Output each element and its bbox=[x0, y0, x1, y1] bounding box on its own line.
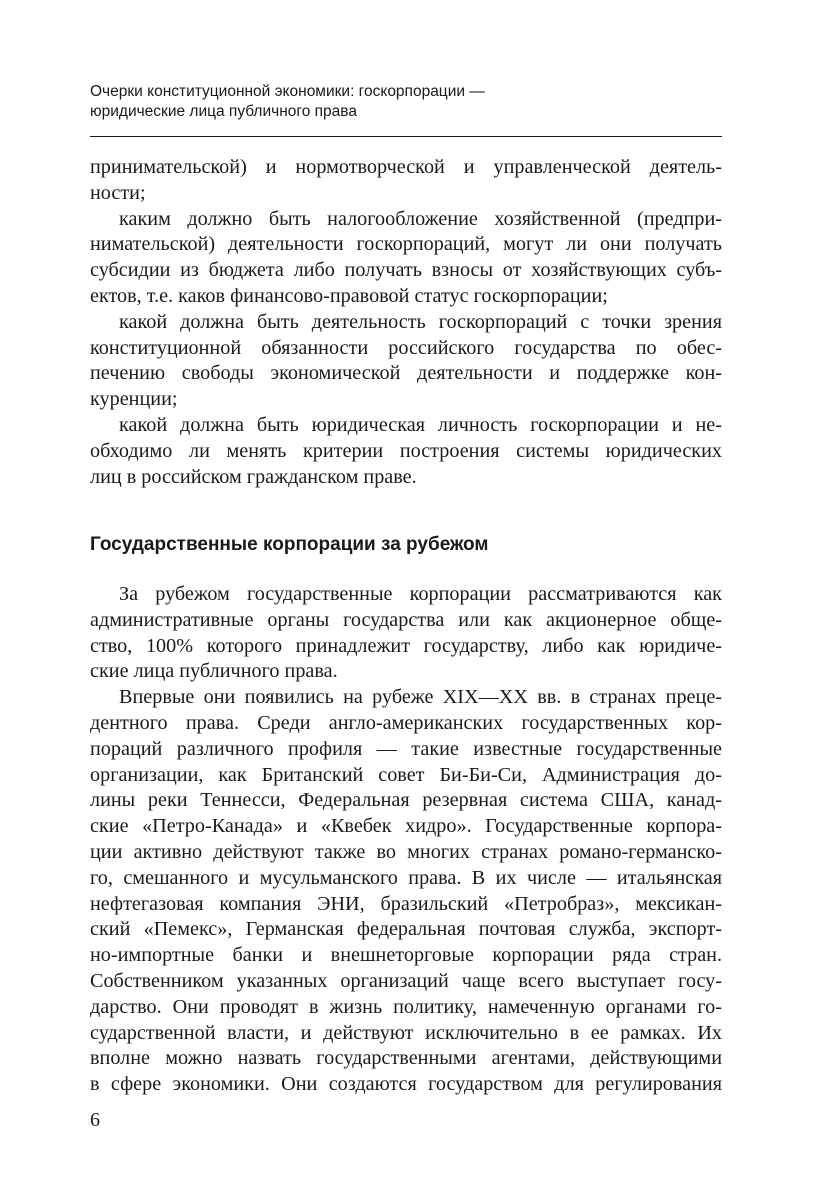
text-line: нефтегазовая компания ЭНИ, бразильский «Петробраз», мексикан- bbox=[90, 892, 722, 915]
running-header bbox=[90, 82, 722, 122]
section-heading: Государственные корпорации за рубежом bbox=[90, 534, 489, 555]
text-line: субсидии из бюджета либо получать взносы от хозяйствующих субъ- bbox=[90, 259, 722, 282]
text-line: лины реки Теннесси, Федеральная резервная система США, канад- bbox=[90, 789, 722, 812]
text-line: вполне можно назвать государственными агентами, действующими bbox=[90, 1047, 722, 1070]
text-line: нимательской) деятельности госкорпораций, могут ли они получать bbox=[90, 233, 722, 256]
text-line: но-импортные банки и внешнеторговые корпорации ряда стран. bbox=[90, 944, 722, 967]
text-line: обходимо ли менять критерии построения системы юридических bbox=[90, 439, 722, 462]
text-line: Впервые они появились на рубеже XIX—XX вв. в странах преце- bbox=[119, 686, 722, 709]
text-line: сударственной власти, и действуют исключительно в ее рамках. Их bbox=[90, 1021, 722, 1044]
text-line: ство, 100% которого принадлежит государству, либо как юридиче- bbox=[90, 634, 722, 657]
text-line: го, смешанного и мусульманского права. В их числе — итальянская bbox=[90, 866, 722, 889]
text-line: Собственником указанных организаций чаще всего выступает госу- bbox=[90, 969, 722, 992]
text-line: какой должна быть деятельность госкорпораций с точки зрения bbox=[119, 310, 722, 333]
text-line: ские «Петро-Канада» и «Квебек хидро». Государственные корпора- bbox=[90, 815, 722, 838]
text-line: ские лица публичного права. bbox=[90, 660, 338, 683]
text-line: конституционной обязанности российского государства по обес- bbox=[90, 336, 722, 359]
text-block-continuation bbox=[90, 155, 722, 490]
text-line: принимательской) и нормотворческой и управленческой деятель- bbox=[90, 156, 722, 178]
text-line: каким должно быть налогообложение хозяйственной (предпри- bbox=[119, 207, 722, 230]
text-line: в сфере экономики. Они создаются государством для регулирования bbox=[90, 1073, 722, 1096]
text-line: дентного права. Среди англо-американских государственных кор- bbox=[90, 711, 722, 734]
text-line: административные органы государства или как акционерное обще- bbox=[90, 608, 722, 631]
text-line: дарство. Они проводят в жизнь политику, намеченную органами го- bbox=[90, 995, 722, 1018]
text-line: ции активно действуют также во многих странах романо-германско- bbox=[90, 840, 722, 863]
text-line: За рубежом государственные корпорации рассматриваются как bbox=[119, 583, 722, 605]
text-line: пораций различного профиля — такие известные государственные bbox=[90, 737, 722, 760]
text-line: ектов, т.е. каков финансово-правовой статус госкорпорации; bbox=[90, 284, 608, 307]
text-block-section bbox=[90, 582, 722, 1098]
text-line: печению свободы экономической деятельности и поддержке кон- bbox=[90, 362, 722, 385]
page-number: 6 bbox=[90, 1109, 100, 1131]
text-line: лиц в российском гражданском праве. bbox=[90, 465, 417, 488]
running-header-line-2: юридические лица публичного права bbox=[90, 103, 357, 120]
running-header-line-1: Очерки конституционной экономики: госкорпорации — bbox=[90, 83, 485, 100]
text-line: организации, как Британский совет Би-Би-Си, Администрация до- bbox=[90, 763, 722, 786]
header-divider bbox=[90, 136, 722, 137]
text-line: какой должна быть юридическая личность госкорпорации и не- bbox=[119, 413, 722, 436]
text-line: ности; bbox=[90, 181, 146, 204]
text-line: ский «Пемекс», Германская федеральная почтовая служба, экспорт- bbox=[90, 918, 722, 941]
text-line: куренции; bbox=[90, 388, 178, 411]
